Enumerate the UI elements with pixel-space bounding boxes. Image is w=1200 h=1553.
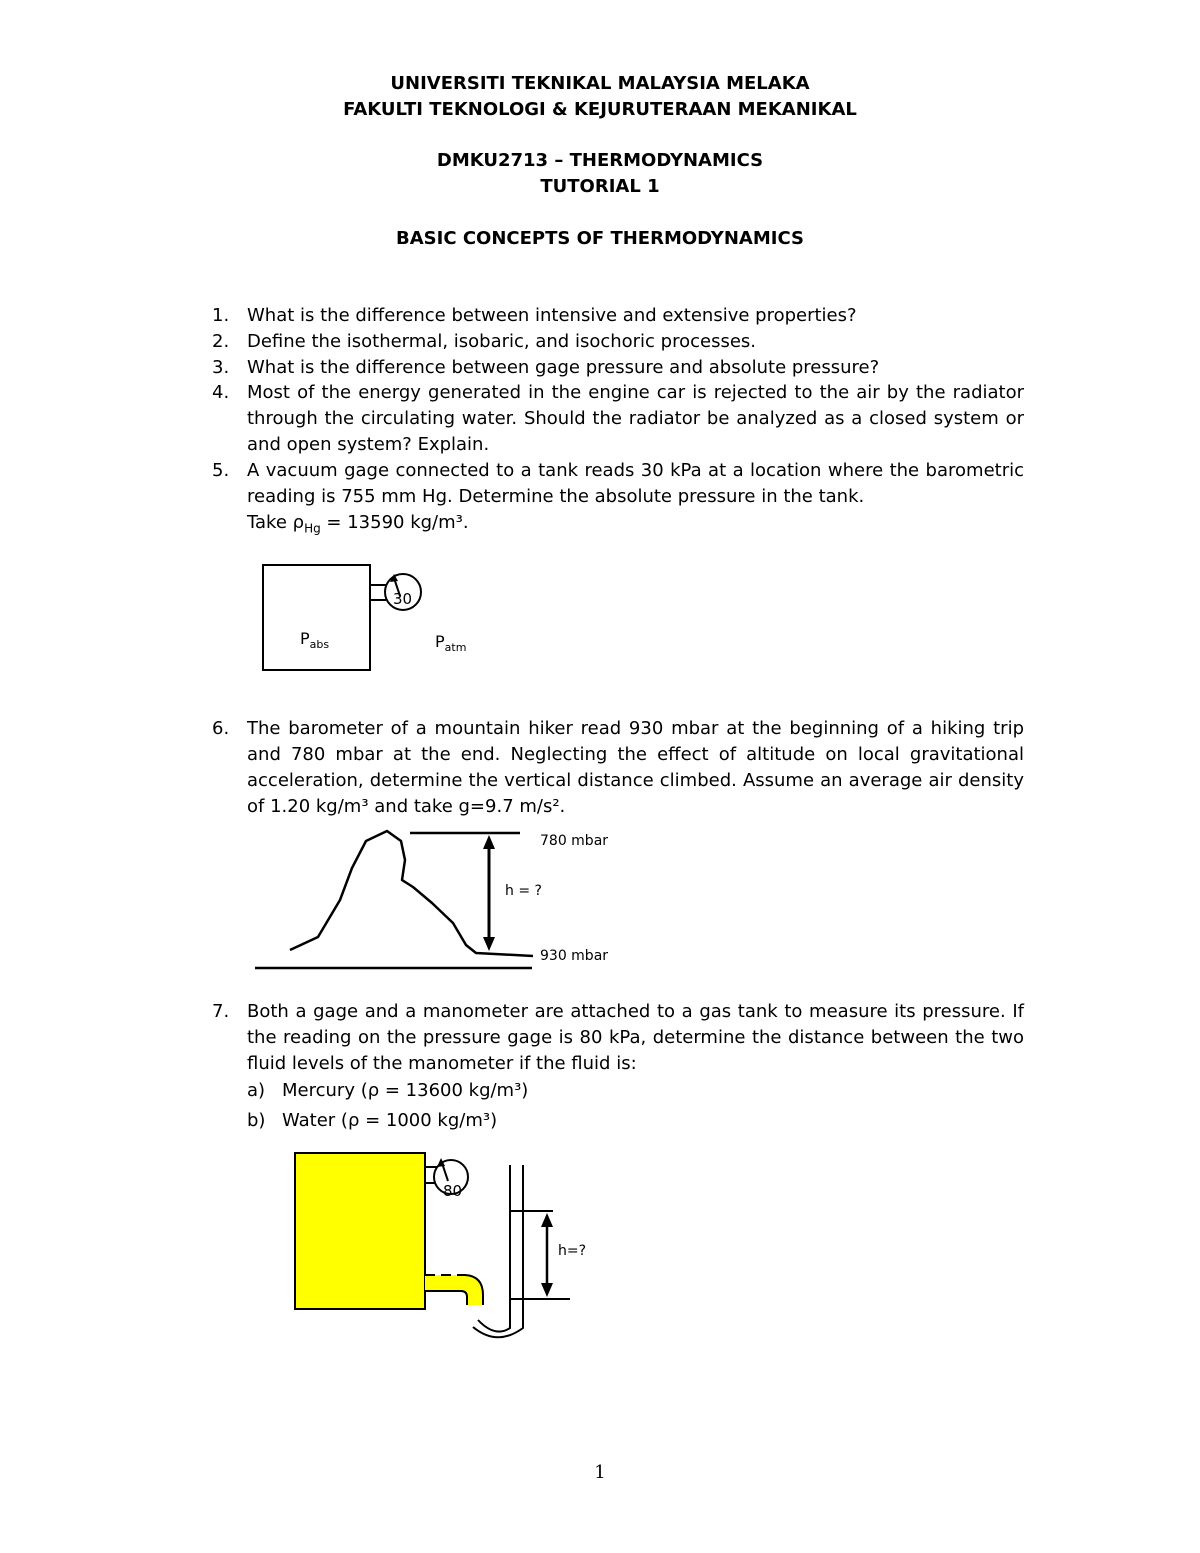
question-2	[212, 329, 1024, 355]
top-pressure-label: 780 mbar	[540, 833, 609, 849]
option-b: b) Water (ρ = 1000 kg/m³)	[247, 1110, 498, 1131]
question-text: What is the difference between gage pressure and absolute pressure?	[247, 357, 880, 378]
course-title: DMKU2713 – THERMODYNAMICS	[436, 150, 764, 171]
question-number: 2.	[212, 331, 230, 352]
mountain-outline	[290, 831, 533, 956]
manometer-figure	[285, 1145, 585, 1345]
u-tube-outer	[473, 1165, 523, 1337]
u-tube-inner	[478, 1165, 510, 1332]
option-a: a) Mercury (ρ = 13600 kg/m³)	[247, 1080, 529, 1101]
question-1	[212, 303, 1024, 329]
question-text: Both a gage and a manometer are attached to a gas tank to measure its pressure. If the reading on the pressure gage is 80 kPa, determine the distance between the two fluid levels of the manometer if the fluid is:	[247, 1001, 1024, 1074]
question-text: What is the difference between intensive and extensive properties?	[247, 305, 857, 326]
p-atm-label: $P_{atm}$	[435, 632, 467, 655]
question-3	[212, 355, 1024, 381]
question-number: 1.	[212, 305, 230, 326]
faculty-name: FAKULTI TEKNOLOGI & KEJURUTERAAN MEKANIKAL	[343, 99, 857, 120]
question-number: 4.	[212, 382, 230, 403]
question-7	[212, 999, 1024, 1077]
height-label: h = ?	[505, 883, 542, 899]
question-number: 7.	[212, 1001, 230, 1022]
p-abs-label: $P_{abs}$	[300, 629, 330, 652]
question-text: The barometer of a mountain hiker read 930 mbar at the beginning of a hiking trip and 780 mbar at the end. Neglecting the effect of altitude on local gravitational acceleration, determine the vertical distance climbed. Assume an average air density of 1.20 kg/m³ and take g=9.7 m/s².	[247, 718, 1024, 817]
question-number: 3.	[212, 357, 230, 378]
question-number: 6.	[212, 718, 230, 739]
question-6	[212, 716, 1024, 820]
question-text: Most of the energy generated in the engine car is rejected to the air by the radiator through the circulating water. Should the radiator be analyzed as a closed system or and open system? Explain.	[247, 382, 1024, 455]
gauge-reading: 30	[393, 590, 413, 608]
question-text: A vacuum gage connected to a tank reads 30 kPa at a location where the barometric reading is 755 mm Hg. Determine the absolute pressure in the tank.	[247, 460, 1024, 507]
question-5	[212, 458, 1024, 542]
tutorial-title: TUTORIAL 1	[540, 176, 660, 197]
tank-outline	[263, 565, 370, 670]
university-name: UNIVERSITI TEKNIKAL MALAYSIA MELAKA	[390, 73, 810, 94]
height-label: h=?	[558, 1243, 587, 1259]
question-number: 5.	[212, 460, 230, 481]
bottom-pressure-label: 930 mbar	[540, 948, 609, 964]
vacuum-tank-figure	[250, 560, 440, 680]
page-number: 1	[594, 1462, 606, 1483]
question-4	[212, 380, 1024, 458]
gauge-reading: 80	[443, 1182, 463, 1200]
mountain-figure	[250, 825, 540, 975]
question-text: Define the isothermal, isobaric, and isochoric processes.	[247, 331, 757, 352]
gas-tank	[295, 1153, 425, 1309]
density-note: Take $\rho_{Hg} = 13590$ kg/m³.	[247, 512, 469, 536]
topic-title: BASIC CONCEPTS OF THERMODYNAMICS	[396, 228, 804, 249]
